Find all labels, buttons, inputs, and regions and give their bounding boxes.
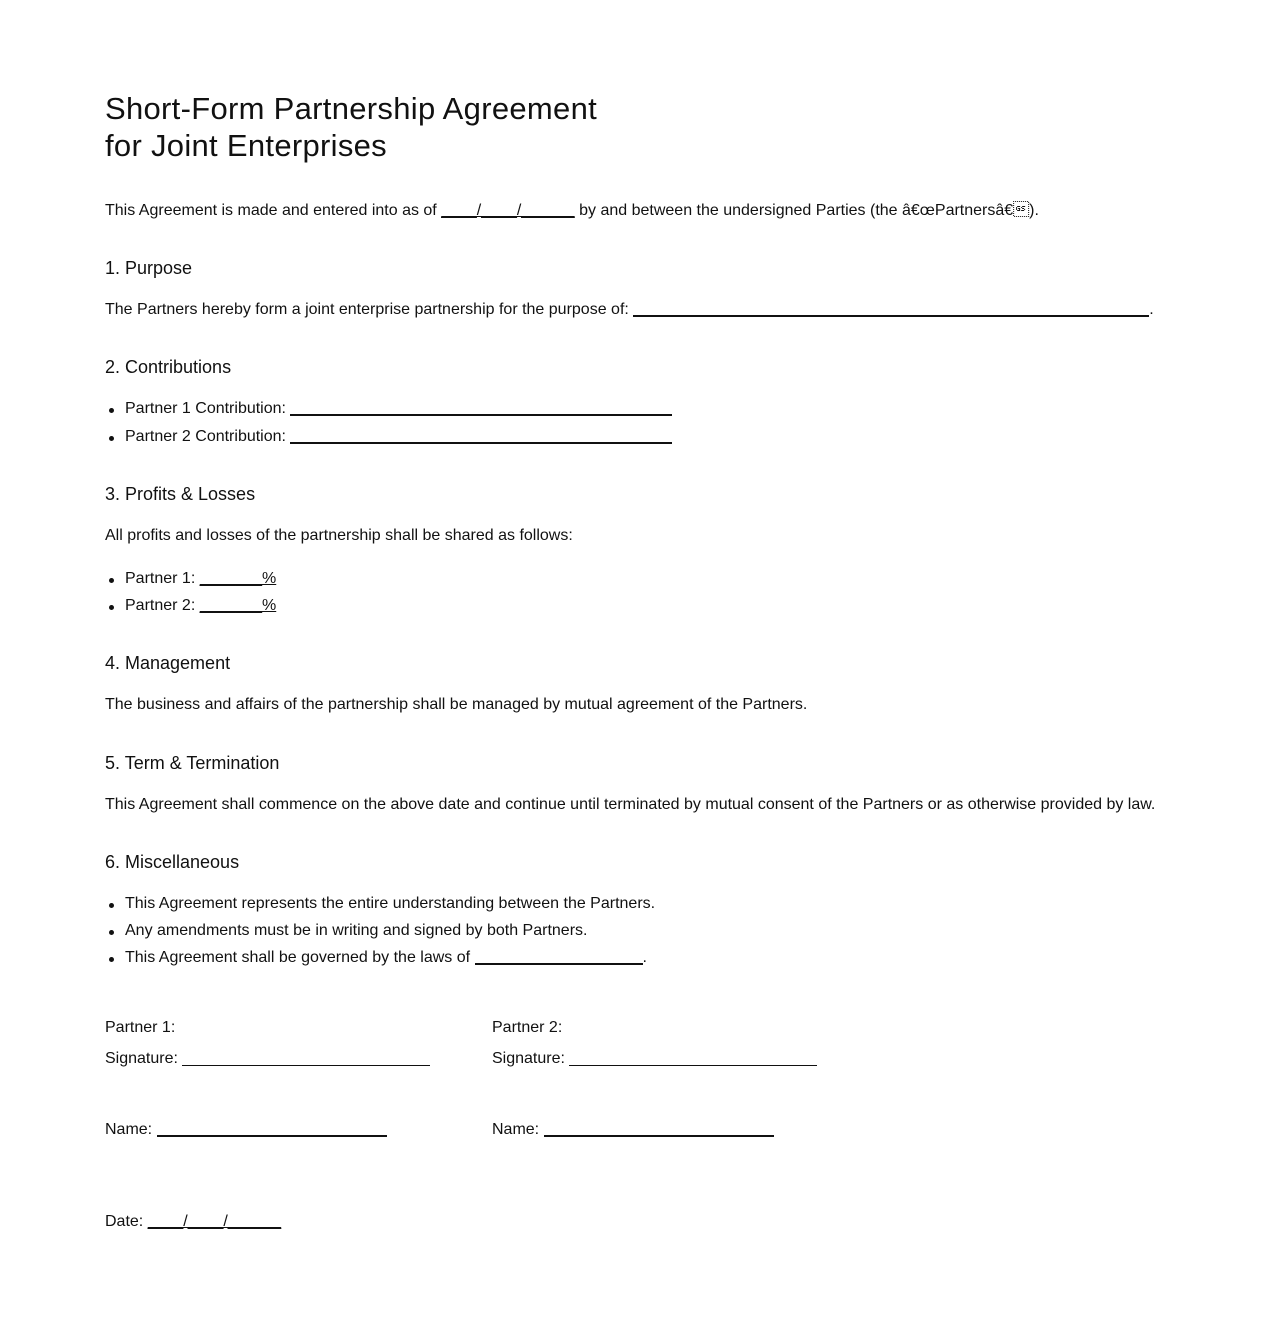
profits-text: All profits and losses of the partnership shall be shared as follows:	[105, 527, 573, 544]
contributions-list	[105, 399, 672, 447]
signature-label: Signature:	[492, 1050, 565, 1067]
section-purpose-heading: 1. Purpose	[105, 258, 193, 278]
signature-label: Signature:	[105, 1050, 178, 1067]
intro-paragraph	[105, 201, 1039, 221]
management-text: The business and affairs of the partnership shall be managed by mutual agreement of the Partners.	[105, 696, 808, 713]
section-misc-heading: 6. Miscellaneous	[105, 852, 240, 872]
list-item: Any amendments must be in writing and signed by both Partners.	[105, 921, 655, 941]
list-item	[105, 399, 672, 419]
title-line-2: for Joint Enterprises	[105, 128, 387, 163]
purpose-blank	[633, 301, 1149, 317]
list-item	[105, 427, 672, 447]
partner2-name-line	[492, 1120, 774, 1140]
section-management-heading: 4. Management	[105, 653, 231, 673]
partner1-signature-line	[105, 1049, 430, 1069]
document-title	[105, 90, 597, 164]
date-label: Date:	[105, 1213, 144, 1230]
partner2-signature-line	[492, 1049, 817, 1069]
governing-law-end: .	[642, 949, 647, 966]
term-text: This Agreement shall commence on the above date and continue until terminated by mutual consent of the Partners or as otherwise provided by law.	[105, 796, 1156, 813]
partner1-label: Partner 1:	[105, 1019, 176, 1036]
date-line	[105, 1212, 281, 1232]
partner1-signature-blank	[182, 1051, 430, 1066]
purpose-end: .	[1149, 301, 1154, 318]
list-item: This Agreement represents the entire understanding between the Partners.	[105, 894, 655, 914]
name-label: Name:	[105, 1121, 153, 1138]
partner2-signature-blank	[569, 1051, 817, 1066]
partner1-name-line	[105, 1120, 387, 1140]
intro-date-blank: ____/____/______	[441, 202, 575, 219]
contribution-blank-2	[290, 428, 672, 444]
profit-label-1: Partner 1:	[125, 570, 196, 587]
intro-prefix: This Agreement is made and entered into as of	[105, 202, 437, 219]
profit-label-2: Partner 2:	[125, 597, 196, 614]
intro-suffix: by and between the undersigned Parties (the â€œPartnersâ€ ).	[579, 202, 1039, 219]
section-term-heading: 5. Term & Termination	[105, 753, 280, 773]
list-item	[105, 948, 655, 968]
profit-share-blank-2: _______%	[199, 597, 277, 614]
title-line-1: Short-Form Partnership Agreement	[105, 91, 598, 126]
governing-law-text: This Agreement shall be governed by the laws of	[125, 949, 471, 966]
name-label: Name:	[492, 1121, 540, 1138]
profit-share-blank-1: _______%	[199, 570, 277, 587]
partner1-name-blank	[157, 1121, 387, 1137]
date-blank: ____/____/______	[147, 1213, 282, 1230]
section-profits-heading: 3. Profits & Losses	[105, 484, 256, 504]
governing-law-blank	[475, 949, 643, 965]
list-item	[105, 596, 276, 616]
contribution-label-1: Partner 1 Contribution:	[125, 400, 286, 417]
purpose-text: The Partners hereby form a joint enterprise partnership for the purpose of:	[105, 301, 629, 318]
misc-list	[105, 894, 655, 968]
section-contributions-heading: 2. Contributions	[105, 357, 232, 377]
list-item	[105, 569, 276, 589]
contribution-label-2: Partner 2 Contribution:	[125, 428, 286, 445]
purpose-paragraph	[105, 300, 1154, 320]
partner2-label: Partner 2:	[492, 1019, 563, 1036]
partner2-name-blank	[544, 1121, 774, 1137]
contribution-blank-1	[290, 400, 672, 416]
profits-list	[105, 569, 276, 616]
